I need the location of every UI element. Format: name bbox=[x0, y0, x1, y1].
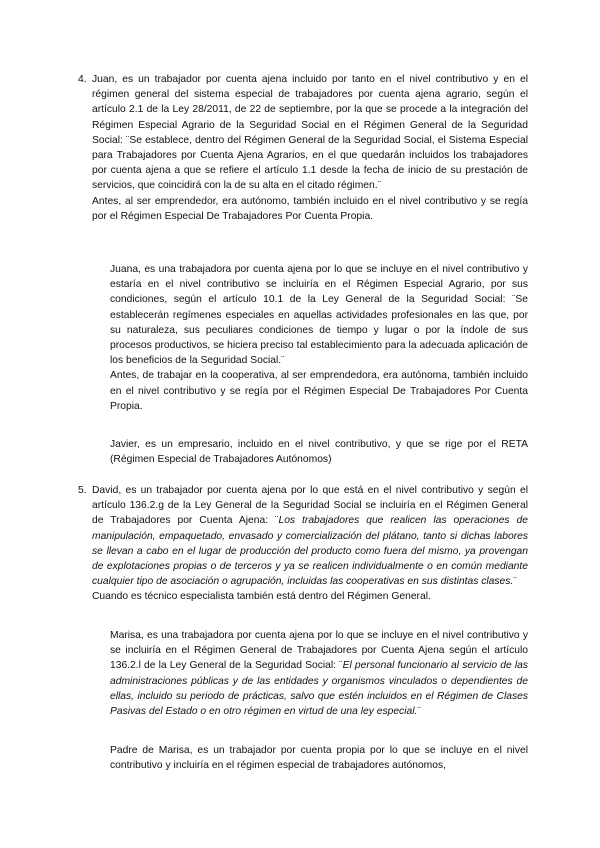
juana-before-paragraph: Antes, de trabajar en la cooperativa, al ser emprendedora, era autónoma, también incluido en el nivel contributivo y se regía por el Régimen Especial De Trabajadores Por Cuenta Propia. bbox=[110, 370, 528, 412]
padre-block bbox=[110, 743, 528, 773]
marisa-paragraph bbox=[110, 628, 528, 719]
marisa-intro: Marisa, es una trabajadora por cuenta ajena por lo que se incluye en el nivel contributivo y se incluiría en el Régimen General de Trabajadores por Cuenta Ajena según el artículo 136.2.l de la Ley General de la Seguridad Social: ¨ bbox=[110, 630, 528, 672]
item-4-number: 4. bbox=[78, 74, 87, 85]
juana-paragraph: Juana, es una trabajadora por cuenta ajena por lo que se incluye en el nivel contributivo y estaría en el nivel contributivo se incluiría en el Régimen Especial Agrario, por sus condiciones, según el artículo 10.1 de la Ley General de la Seguridad Social: ¨Se establecerán regímenes especiales en aquellas actividades profesionales en las que, por su naturaleza, sus peculiares condiciones de tiempo y lugar o por la índole de sus procesos productivos, se hiciera preciso tal establecimiento para la adecuada aplicación de los beneficios de la Seguridad Social.¨ bbox=[110, 264, 528, 367]
david-paragraph bbox=[92, 483, 528, 589]
item-5-number: 5. bbox=[78, 485, 87, 496]
item-5-david bbox=[78, 483, 528, 605]
item-4-juan bbox=[78, 72, 528, 224]
marisa-block bbox=[110, 628, 528, 719]
david-technician-paragraph: Cuando es técnico especialista también está dentro del Régimen General. bbox=[92, 591, 431, 603]
juan-before-paragraph: Antes, al ser emprendedor, era autónomo, también incluido en el nivel contributivo y se regía por el Régimen Especial De Trabajadores Por Cuenta Propia. bbox=[92, 195, 528, 222]
marisa-quote-close: ¨ bbox=[417, 706, 421, 718]
javier-block bbox=[110, 437, 528, 467]
padre-paragraph: Padre de Marisa, es un trabajador por cuenta propia por lo que se incluye en el nivel contributivo y incluiría en el régimen especial de trabajadores autónomos, bbox=[110, 745, 528, 772]
juan-paragraph: Juan, es un trabajador por cuenta ajena incluido por tanto en el nivel contributivo y en el régimen general del sistema especial de trabajadores por cuenta ajena agrario, según el artículo 2.1 de la Ley 28/2011, de 22 de septiembre, por la que se procede a la integración del Régimen Especial Agrario de la Seguridad Social en el Régimen General de la Seguridad Social: ¨Se establece, dentro del Régimen General de la Seguridad Social, el Sistema Especial para Trabajadores por Cuenta Ajena Agrarios, en el que quedarán incluidos los trabajadores por cuenta ajena a que se refiere el artículo 1.1 desde la fecha de inicio de su prestación de servicios, que coincidirá con la de su alta en el citado régimen.¨ bbox=[92, 74, 528, 192]
david-quote-close: ¨ bbox=[513, 576, 517, 588]
david-intro: David, es un trabajador por cuenta ajena por lo que está en el nivel contributivo y según el artículo 136.2.g de la Ley General de la Seguridad Social se incluiría en el Régimen General de Trabajadores por Cuenta Ajena: ¨ bbox=[92, 485, 528, 527]
david-quote: Los trabajadores que realicen las operaciones de manipulación, empaquetado, envasado y comercialización del plátano, tanto si dichas labores se llevan a cabo en el lugar de producción del producto como fuera del mismo, ya provengan de explotaciones propias o de terceros y ya se realicen individualmente o en común mediante cualquier tipo de asociación o agrupación, incluidas las cooperativas en sus distintas clases. bbox=[92, 515, 528, 588]
javier-paragraph: Javier, es un empresario, incluido en el nivel contributivo, y que se rige por el RETA (Régimen Especial de Trabajadores Autónomos) bbox=[110, 439, 528, 466]
juana-block bbox=[110, 262, 528, 414]
marisa-quote: El personal funcionario al servicio de las administraciones públicas y de las entidades y organismos vinculados o dependientes de ellas, incluido su periodo de prácticas, salvo que estén incluidos en el Régimen de Clases Pasivas del Estado o en otro régimen en virtud de una ley especial. bbox=[110, 660, 528, 718]
